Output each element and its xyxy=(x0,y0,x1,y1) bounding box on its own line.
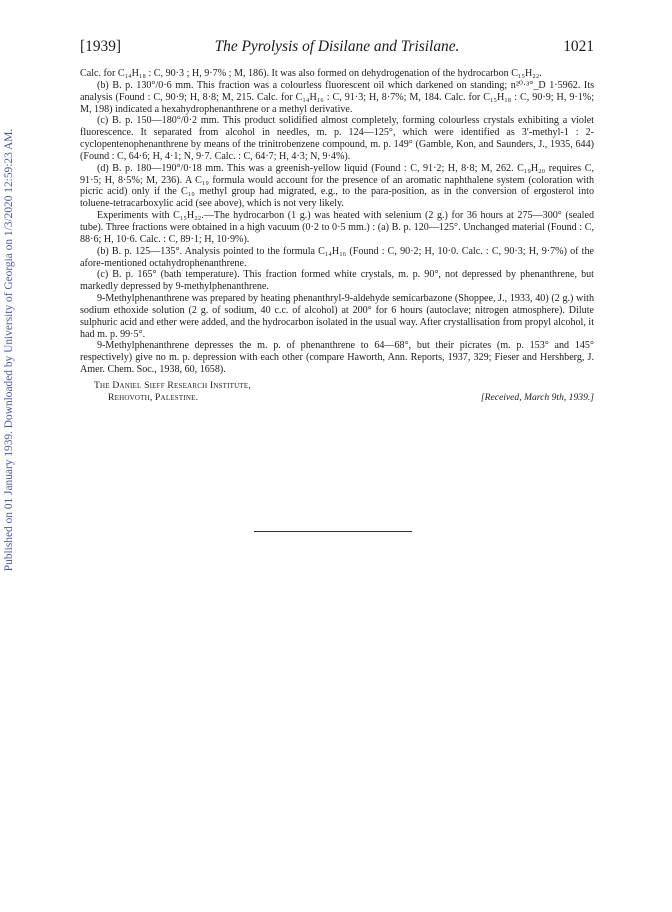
paragraph-selenium-fraction-c: (c) B. p. 165° (bath temperature). This fraction formed white crystals, m. p. 90°, not depressed by phenanthrene, but markedly depressed by 9-methylphenanthrene. xyxy=(80,269,594,293)
running-title: The Pyrolysis of Disilane and Trisilane. xyxy=(214,38,460,55)
paragraph-methylphenanthrene-picrates: 9-Methylphenanthrene depresses the m. p. of phenanthrene to 64—68°, but their picrates (m. p. 153° and 145° respectively) give no m. p. depression with each other (compare Haworth, Ann. Reports, 1937, 329; Fieser and Hershberg, J. Amer. Chem. Soc., 1938, 60, 1658). xyxy=(80,340,594,376)
article-body xyxy=(80,68,594,404)
paragraph-continuation: Calc. for C₁₄H₁₈ : C, 90·3 ; H, 9·7% ; M, 186). It was also formed on dehydrogenation of the hydrocarbon C₁₅H₂₂. xyxy=(80,68,542,79)
download-watermark-text: Published on 01 January 1939. Downloaded by University of Georgia on 1/3/2020 12:59:23 AM. xyxy=(3,128,16,572)
paragraph-fraction-d: (d) B. p. 180—190°/0·18 mm. This was a greenish-yellow liquid (Found : C, 91·2; H, 8·8; M, 262. C₁₉H₂₀ requires C, 91·5; H, 8·5%; M, 236). A C₁₉ formula would account for the presence of an aromatic naphthalene system (coloration with picric acid) only if the C₁₀ methyl group had migrated, e.g., to the para-position, as in the conversion of ergosterol into toluene-tetracarboxylic acid (see above), which is not very likely. xyxy=(80,162,594,210)
institute-name: The Daniel Sieff Research Institute, xyxy=(94,379,251,391)
paragraph-fraction-c: (c) B. p. 150—180°/0·2 mm. This product solidified almost completely, forming colourless crystals exhibiting a violet fluorescence. It separated from alcohol in needles, m. p. 124—125°, which were identified as 3′-methyl-1 : 2-cyclopentenophenanthrene by means of the trinitrobenzene compound, m. p. 149° (Gamble, Kon, and Saunders, J., 1935, 644) (Found : C, 64·6; H, 4·1; N, 9·7. Calc. : C, 64·7; H, 4·3; N, 9·4%). xyxy=(80,115,594,162)
end-rule xyxy=(254,531,412,532)
download-watermark xyxy=(3,35,16,665)
page-number: 1021 xyxy=(563,38,594,55)
paragraph-methylphenanthrene-prep: 9-Methylphenanthrene was prepared by heating phenanthryl-9-aldehyde semicarbazone (Shoppee, J., 1933, 40) (2 g.) with sodium ethoxide solution (2 g. of sodium, 40 c.c. of alcohol) at 200° for 6 hours (autoclave; nitrogen atmosphere). Dilute sulphuric acid and ether were added, and the hydrocarbon isolated in the usual way. After crystallisation from propyl alcohol, it had m. p. 99·5°. xyxy=(80,293,594,340)
institution-address xyxy=(80,380,594,404)
paragraph-fraction-b: (b) B. p. 130°/0·6 mm. This fraction was a colourless fluorescent oil which darkened on standing; n²⁰·³°_D 1·5962. Its analysis (Found : C, 90·9; H, 8·8; M, 215. Calc. for C₁₄H₁₆ : C, 91·3; H, 8·7%; M, 184. Calc. for C₁₅H₁₈ : C, 90·9; H, 9·1%; M, 198) indicated a hexahydrophenanthrene or a methyl derivative. xyxy=(80,79,594,115)
received-date: [Received, March 9th, 1939.] xyxy=(480,391,594,403)
running-head xyxy=(80,36,594,58)
volume-year: [1939] xyxy=(80,38,122,55)
institute-location: Rehovoth, Palestine. xyxy=(108,391,199,403)
paragraph-experiments: Experiments with C₁₅H₂₂.—The hydrocarbon (1 g.) was heated with selenium (2 g.) for 36 hours at 275—300° (sealed tube). Three fractions were obtained in a high vacuum (0·2 to 0·5 mm.) : (a) B. p. 120—125°. Unchanged material (Found : C, 88·6; H, 10·6. Calc. : C, 89·1; H, 10·9%). xyxy=(80,210,594,245)
paragraph-selenium-fraction-b: (b) B. p. 125—135°. Analysis pointed to the formula C₁₄H₁₆ (Found : C, 90·2; H, 10·0. Calc. : C, 90·3; H, 9·7%) of the afore-mentioned octahydrophenanthrene. xyxy=(80,245,594,269)
